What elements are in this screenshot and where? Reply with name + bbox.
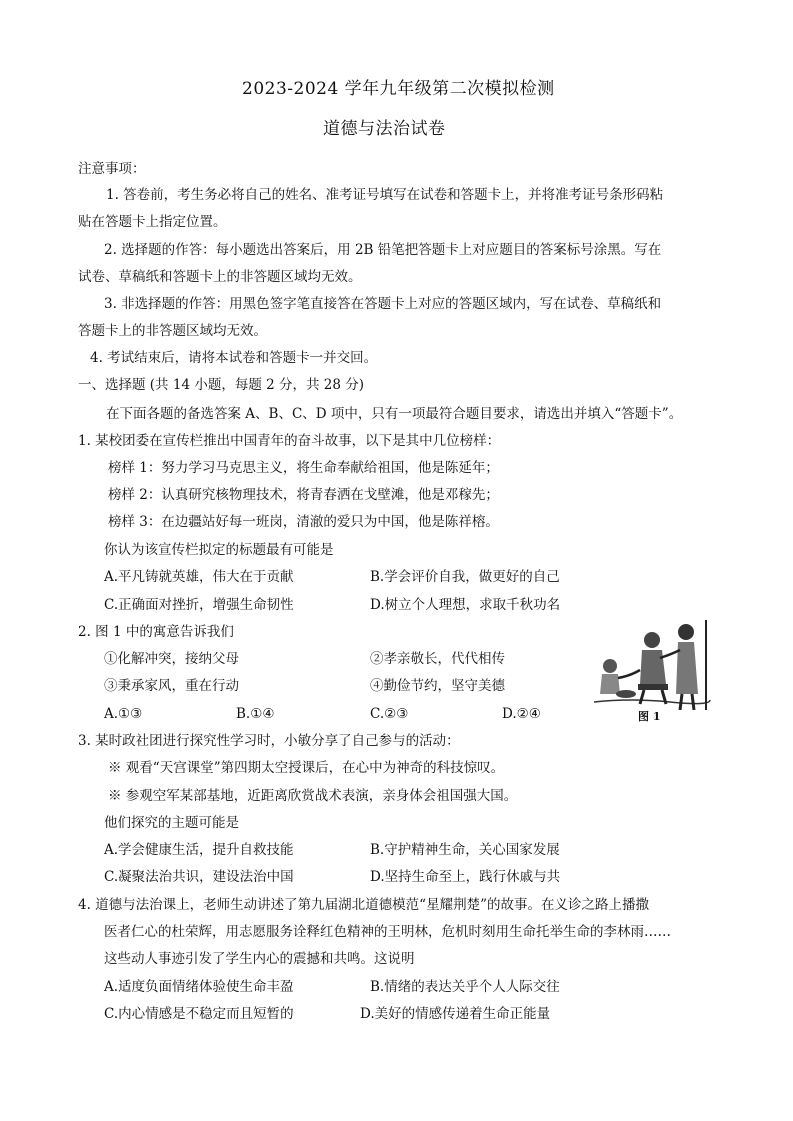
q3-line-2: ※ 参观空军某部基地，近距离欣赏战术表演，亲身体会祖国强大国。 [108,788,518,804]
notice-item-4: 4. 考试结束后，请将本试卷和答题卡一并交回。 [90,350,378,366]
notice-item-3: 3. 非选择题的作答：用黑色签字笔直接答在答题卡上对应的答题区域内，写在试卷、草稿纸和 [104,296,662,312]
notice-item-3-cont: 答题卡上的非答题区域均无效。 [78,323,267,339]
q2-item-2: ②孝亲敬长，代代相传 [370,651,505,667]
q2-item-4: ④勤俭节约，坚守美德 [370,678,505,694]
q1-line-3: 榜样 3：在边疆站好每一班岗，清澈的爱只为中国，他是陈祥榕。 [108,514,499,530]
q2-option-a: A.①③ [104,706,143,722]
q4-option-b: B.情绪的表达关乎个人人际交往 [370,979,560,995]
q4-stem-2: 医者仁心的杜荣辉，用志愿服务诠释红色精神的王明林，危机时刻用生命托举生命的李林雨…… [104,924,671,940]
q1-stem: 1. 某校团委在宣传栏推出中国青年的奋斗故事，以下是其中几位榜样： [78,433,501,449]
exam-title: 2023-2024 学年九年级第二次模拟检测 [242,79,555,99]
notice-item-2: 2. 选择题的作答：每小题选出答案后，用 2B 铅笔把答题卡上对应题目的答案标号涂黑。写在 [104,242,662,258]
q4-option-d: D.美好的情感传递着生命正能量 [360,1006,551,1022]
notice-item-2-cont: 试卷、草稿纸和答题卡上的非答题区域均无效。 [78,269,362,285]
notice-item-1: 1. 答卷前，考生务必将自己的姓名、准考证号填写在试卷和答题卡上，并将准考证号条形码粘 [106,187,664,203]
q4-option-a: A.适度负面情绪体验使生命丰盈 [104,979,294,995]
q2-stem: 2. 图 1 中的寓意告诉我们 [78,624,234,640]
q3-option-d: D.坚持生命至上，践行休戚与共 [370,869,561,885]
notice-heading: 注意事项： [78,161,146,177]
q3-stem: 3. 某时政社团进行探究性学习时，小敏分享了自己参与的活动： [78,733,460,749]
q3-option-b: B.守护精神生命，关心国家发展 [370,842,560,858]
q1-option-b: B.学会评价自我，做更好的自己 [370,569,560,585]
q2-option-c: C.②③ [370,706,409,722]
q4-stem-1: 4. 道德与法治课上，老师生动讲述了第九届湖北道德模范“星耀荆楚”的故事。在义诊之路上播撒 [78,897,649,913]
q2-item-1: ①化解冲突，接纳父母 [104,651,239,667]
q1-line-1: 榜样 1：努力学习马克思主义，将生命奉献给祖国，他是陈延年； [108,460,499,476]
q1-option-a: A.平凡铸就英雄，伟大在于贡献 [104,569,294,585]
exam-subtitle: 道德与法治试卷 [323,119,446,139]
figure-1-caption: 图 1 [638,710,661,723]
q1-line-2: 榜样 2：认真研究核物理技术，将青春洒在戈壁滩，他是邓稼先； [108,487,499,503]
q4-stem-3: 这些动人事迹引发了学生内心的震撼和共鸣。这说明 [104,951,415,967]
section-heading: 一、选择题 (共 14 小题，每题 2 分，共 28 分) [78,377,365,393]
q3-option-a: A.学会健康生活，提升自救技能 [104,842,294,858]
section-instruction: 在下面各题的备选答案 A、B、C、D 项中，只有一项最符合题目要求，请选出并填入“答题卡”。 [106,406,683,422]
notice-item-1-cont: 贴在答题卡上指定位置。 [78,214,227,230]
q3-option-c: C.凝聚法治共识，建设法治中国 [104,869,294,885]
q1-option-d: D.树立个人理想，求取千秋功名 [370,597,561,613]
q3-ask: 他们探究的主题可能是 [104,815,239,831]
q2-option-b: B.①④ [236,706,275,722]
q2-item-3: ③秉承家风，重在行动 [104,678,239,694]
q2-option-d: D.②④ [502,706,541,722]
q3-line-1: ※ 观看“天宫课堂”第四期太空授课后，在心中为神奇的科技惊叹。 [108,760,505,776]
q4-option-c: C.内心情感是不稳定而且短暂的 [104,1006,294,1022]
q1-option-c: C.正确面对挫折，增强生命韧性 [104,597,294,613]
q1-ask: 你认为该宣传栏拟定的标题最有可能是 [104,542,334,558]
